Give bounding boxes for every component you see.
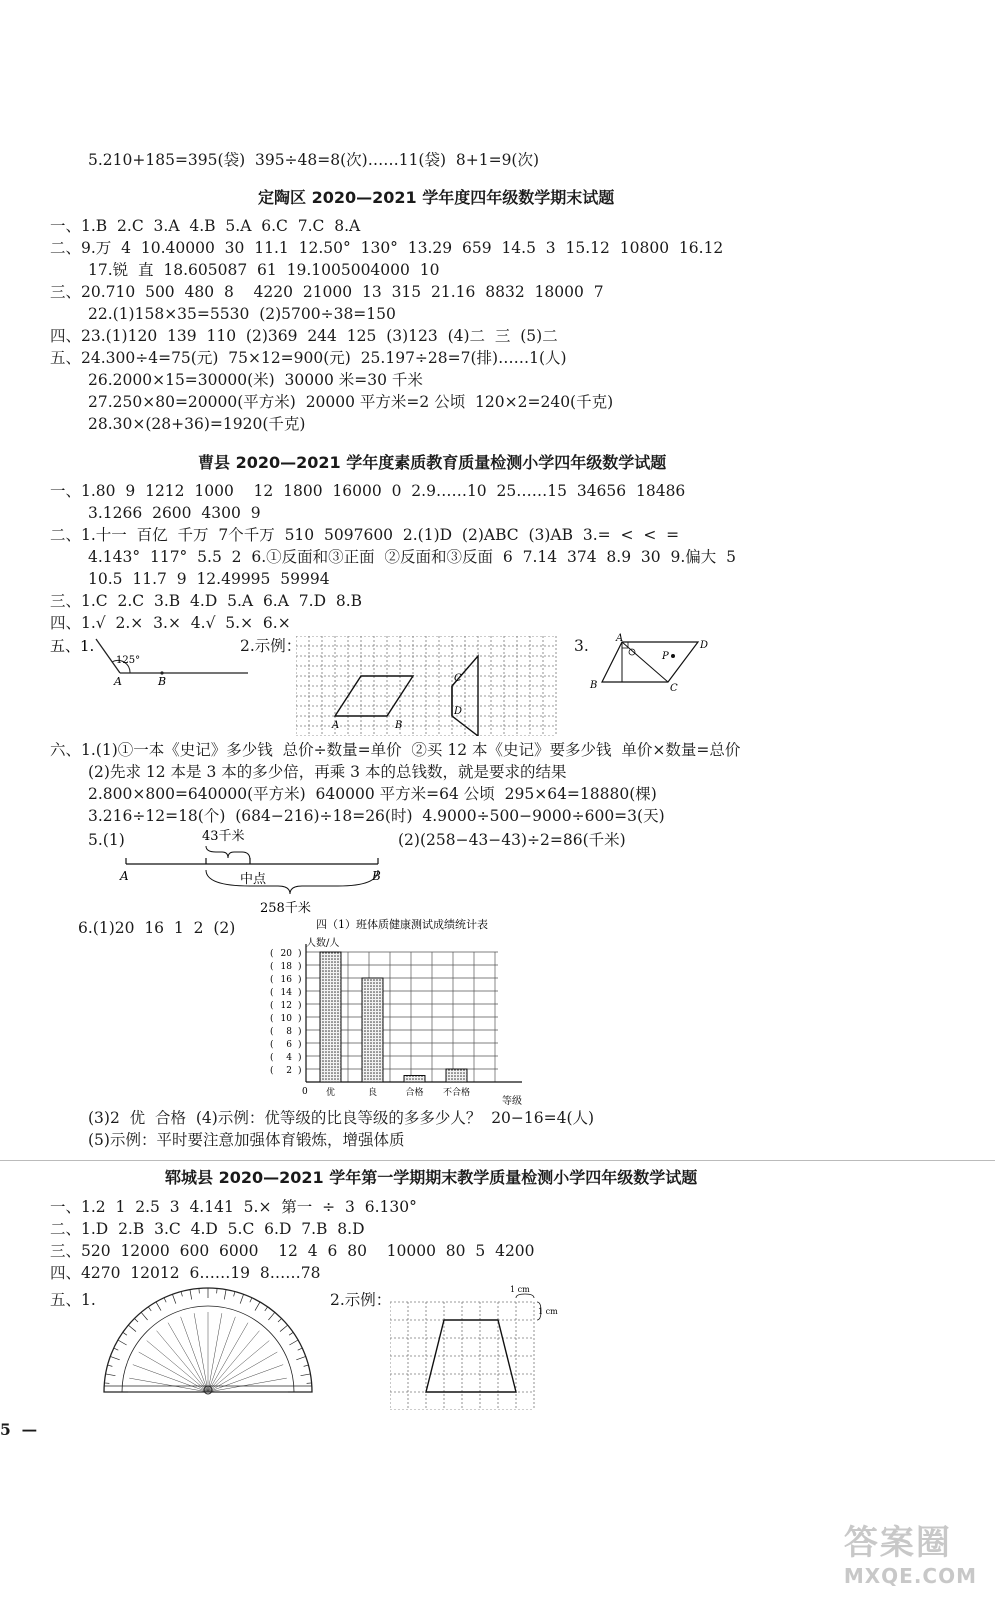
y-tick-bracket: ( [270, 975, 274, 985]
y-tick-label: 16 [280, 975, 292, 985]
point-label: D [454, 706, 463, 717]
protractor-tick [255, 1302, 260, 1311]
protractor-tick [164, 1298, 166, 1303]
point-label: C [670, 683, 678, 694]
y-tick-bracket: ) [298, 1001, 302, 1011]
answer-line: (2)(258−43−43)÷2=86(千米) [398, 831, 626, 849]
answer-line: 2.800×800=640000(平方米) 640000 平方米=64 公顷 295×64=18880(棵) [88, 785, 657, 803]
protractor-tick [141, 1312, 147, 1320]
y-tick-bracket: ) [298, 1014, 302, 1024]
protractor-tick [280, 1325, 288, 1331]
protractor-tick [118, 1340, 127, 1345]
grid-figure [296, 636, 558, 736]
quadrilateral-abcd [602, 642, 698, 682]
y-tick-bracket: ) [298, 949, 302, 959]
unit-label: 1 cm [510, 1285, 530, 1294]
watermark [844, 1515, 977, 1588]
protractor-tick [240, 1294, 243, 1303]
answer-line: (5)示例：平时要注意加强体育锻炼，增强体质 [88, 1131, 405, 1149]
x-tick-label: 良 [367, 1088, 378, 1098]
protractor-tick [106, 1374, 116, 1376]
answer-line: 四、1.√ 2.× 3.× 4.√ 5.× 6.× [50, 614, 291, 632]
point-label: A [332, 720, 340, 731]
y-tick-bracket: ( [270, 1027, 274, 1037]
answer-line: 二、1.十一 百亿 千万 7个千万 510 5097600 2.(1)D (2)ABC (3)AB 3.= < < = [50, 526, 680, 544]
y-tick-bracket: ( [270, 1040, 274, 1050]
answer-line: 5.210+185=395(袋) 395÷48=8(次)……11(袋) 8+1=9(次) [88, 151, 540, 169]
section-title-caoxian: 曹县 2020—2021 学年度素质教育质量检测小学四年级数学试题 [198, 453, 667, 472]
question-label: 2.示例： [330, 1291, 392, 1309]
answer-line: 6.(1)20 16 1 2 (2) [78, 919, 236, 937]
point-label: B [372, 869, 381, 883]
x-tick-label: 合格 [405, 1088, 424, 1098]
question-label: 3. [574, 637, 589, 655]
y-tick-label: 18 [280, 962, 292, 972]
x-tick-label: 不合格 [442, 1088, 471, 1098]
y-tick-bracket: ) [298, 1027, 302, 1037]
page-number: 5 — [0, 1420, 38, 1439]
protractor-tick [224, 1290, 226, 1300]
protractor-tick [148, 1307, 151, 1311]
answer-line: 5.(1) [88, 831, 125, 849]
x-tick-label: 优 [325, 1088, 336, 1098]
protractor-tick [181, 1292, 182, 1297]
answer-line: 28.30×(28+36)=1920(千克) [88, 415, 306, 433]
grid-figure-2 [390, 1284, 570, 1410]
bar-3 [404, 1076, 425, 1083]
y-tick-bracket: ( [270, 962, 274, 972]
answer-line: 4.143° 117° 5.5 2 6.①反面和③正面 ②反面和③反面 6 7.14 374 8.9 30 9.偏大 5 [88, 548, 736, 566]
answer-line: 一、1.B 2.C 3.A 4.B 5.A 6.C 7.C 8.A [50, 217, 361, 235]
answer-line: 22.(1)158×35=5530 (2)5700÷38=150 [88, 305, 396, 323]
question-label: 2.示例： [240, 637, 302, 655]
protractor-tick [289, 1332, 293, 1335]
point-label: A [114, 675, 122, 685]
protractor-tick [123, 1332, 127, 1335]
y-tick-bracket: ( [270, 1053, 274, 1063]
section-title-yuncheng: 郓城县 2020—2021 学年第一学期期末教学质量检测小学四年级数学试题 [165, 1168, 698, 1187]
y-tick-bracket: ) [298, 975, 302, 985]
bar-1 [320, 952, 341, 1082]
y-tick-bracket: ) [298, 988, 302, 998]
y-tick-label: 10 [280, 1014, 292, 1024]
answer-line: 26.2000×15=30000(米) 30000 米=30 千米 [88, 371, 423, 389]
dotted-grid [390, 1302, 534, 1410]
point-label: B [590, 680, 598, 691]
point-label: P [662, 651, 669, 662]
protractor-tick [289, 1340, 298, 1345]
protractor-tick [190, 1290, 192, 1300]
point-label: C [454, 673, 462, 684]
protractor-tick [114, 1348, 119, 1350]
protractor-tick [265, 1307, 268, 1311]
y-tick-bracket: ( [270, 949, 274, 959]
unit-label: 1 cm [538, 1307, 558, 1316]
answer-line: 二、1.D 2.B 3.C 4.D 5.C 6.D 7.B 8.D [50, 1220, 365, 1238]
watermark-url: MXQE.COM [843, 1564, 977, 1588]
point-label: D [700, 640, 709, 651]
answer-line: 10.5 11.7 9 12.49995 59994 [88, 570, 330, 588]
protractor-tick [134, 1318, 138, 1322]
protractor-tick [128, 1325, 136, 1331]
answer-line: 27.250×80=20000(平方米) 20000 平方米=2 公顷 120×2=240(千克) [88, 393, 614, 411]
answer-line: (3)2 优 合格 (4)示例：优等级的比良等级的多多少人？ 20−16=4(人) [88, 1109, 595, 1127]
y-tick-label: 14 [280, 988, 292, 998]
y-axis-label: 人数/人 [306, 938, 340, 949]
midpoint-label: 中点 [240, 872, 267, 887]
bar-4 [446, 1069, 467, 1082]
y-tick-label: 8 [286, 1027, 292, 1037]
protractor-tick [234, 1292, 235, 1297]
protractor-tick [110, 1356, 119, 1359]
segment-label: 258千米 [260, 901, 311, 916]
protractor-tick [172, 1294, 175, 1303]
chart-title: 四（1）班体质健康测试成绩统计表 [316, 918, 488, 931]
y-tick-bracket: ) [298, 962, 302, 972]
y-tick-bracket: ( [270, 1014, 274, 1024]
y-tick-label: 6 [286, 1040, 292, 1050]
protractor-tick [108, 1365, 113, 1366]
y-tick-bracket: ( [270, 988, 274, 998]
answer-line: 17.锐 直 18.605087 61 19.1005004000 10 [88, 261, 440, 279]
answer-line: (2)先求 12 本是 3 本的多少倍，再乘 3 本的总钱数，就是要求的结果 [88, 763, 567, 781]
watermark-title: 答案圈 [843, 1523, 952, 1563]
protractor-tick [278, 1318, 282, 1322]
point-label: B [395, 720, 403, 731]
answer-line: 一、1.2 1 2.5 3 4.141 5.× 第一 ÷ 3 6.130° [50, 1198, 417, 1216]
answer-line: 四、23.(1)120 139 110 (2)369 244 125 (3)123 (4)二 三 (5)二 [50, 327, 558, 345]
section-title-dingtao: 定陶区 2020—2021 学年度四年级数学期末试题 [258, 188, 615, 207]
question-label: 五、1. [50, 1291, 96, 1309]
y-tick-label: 2 [286, 1066, 292, 1076]
answer-line: 五、24.300÷4=75(元) 75×12=900(元) 25.197÷28=7(排)……1(人) [50, 349, 567, 367]
protractor-tick [298, 1348, 303, 1350]
answer-line: 三、520 12000 600 6000 12 4 6 80 10000 80 5 4200 [50, 1242, 535, 1260]
y-tick-bracket: ) [298, 1040, 302, 1050]
point-p [671, 654, 675, 658]
protractor-tick [250, 1298, 252, 1303]
protractor-tick [301, 1374, 311, 1376]
question-label: 五、1. [50, 637, 95, 655]
answer-line: 3.216÷12=18(个) (684−216)÷18=26(时) 4.9000÷500−9000÷600=3(天) [88, 807, 665, 825]
x-axis-label: 等级 [502, 1096, 522, 1106]
point-label: A [120, 869, 129, 883]
answer-line: 3.1266 2600 4300 9 [88, 504, 261, 522]
section-divider [0, 1160, 995, 1161]
y-tick-label: 4 [286, 1053, 292, 1063]
answer-line: 六、1.(1)①一本《史记》多少钱 总价÷数量=单价 ②买 12 本《史记》要多少钱 单价×数量=总价 [50, 741, 741, 759]
y-tick-label: 12 [280, 1001, 292, 1011]
bar-chart [250, 916, 540, 1106]
angle-label: 125° [116, 655, 141, 666]
protractor-tick [296, 1356, 305, 1359]
y-tick-bracket: ( [270, 1066, 274, 1076]
protractor-tick [156, 1302, 161, 1311]
segment-label: 43千米 [202, 829, 245, 844]
answer-line: 一、1.80 9 1212 1000 12 1800 16000 0 2.9……10 25……15 34656 18486 [50, 482, 686, 500]
answer-line: 三、20.710 500 480 8 4220 21000 13 315 21.16 8832 18000 7 [50, 283, 604, 301]
answer-line: 二、9.万 4 10.40000 30 11.1 12.50° 130° 13.29 659 14.5 3 15.12 10800 16.12 [50, 239, 724, 257]
answer-line: 三、1.C 2.C 3.B 4.D 5.A 6.A 7.D 8.B [50, 592, 363, 610]
answer-line: 四、4270 12012 6……19 8……78 [50, 1264, 321, 1282]
segment-diagram [110, 826, 400, 916]
protractor [98, 1286, 318, 1398]
y-tick-bracket: ) [298, 1066, 302, 1076]
protractor-tick [268, 1312, 274, 1320]
protractor-tick [304, 1365, 309, 1366]
y-tick-bracket: ) [298, 1053, 302, 1063]
y-tick-label: 20 [280, 949, 292, 959]
point-label: B [158, 675, 167, 685]
bar-2 [362, 978, 383, 1082]
trapezoid-figure [588, 632, 728, 694]
origin-label: 0 [302, 1087, 308, 1097]
y-tick-bracket: ( [270, 1001, 274, 1011]
point-label: A [616, 633, 624, 644]
